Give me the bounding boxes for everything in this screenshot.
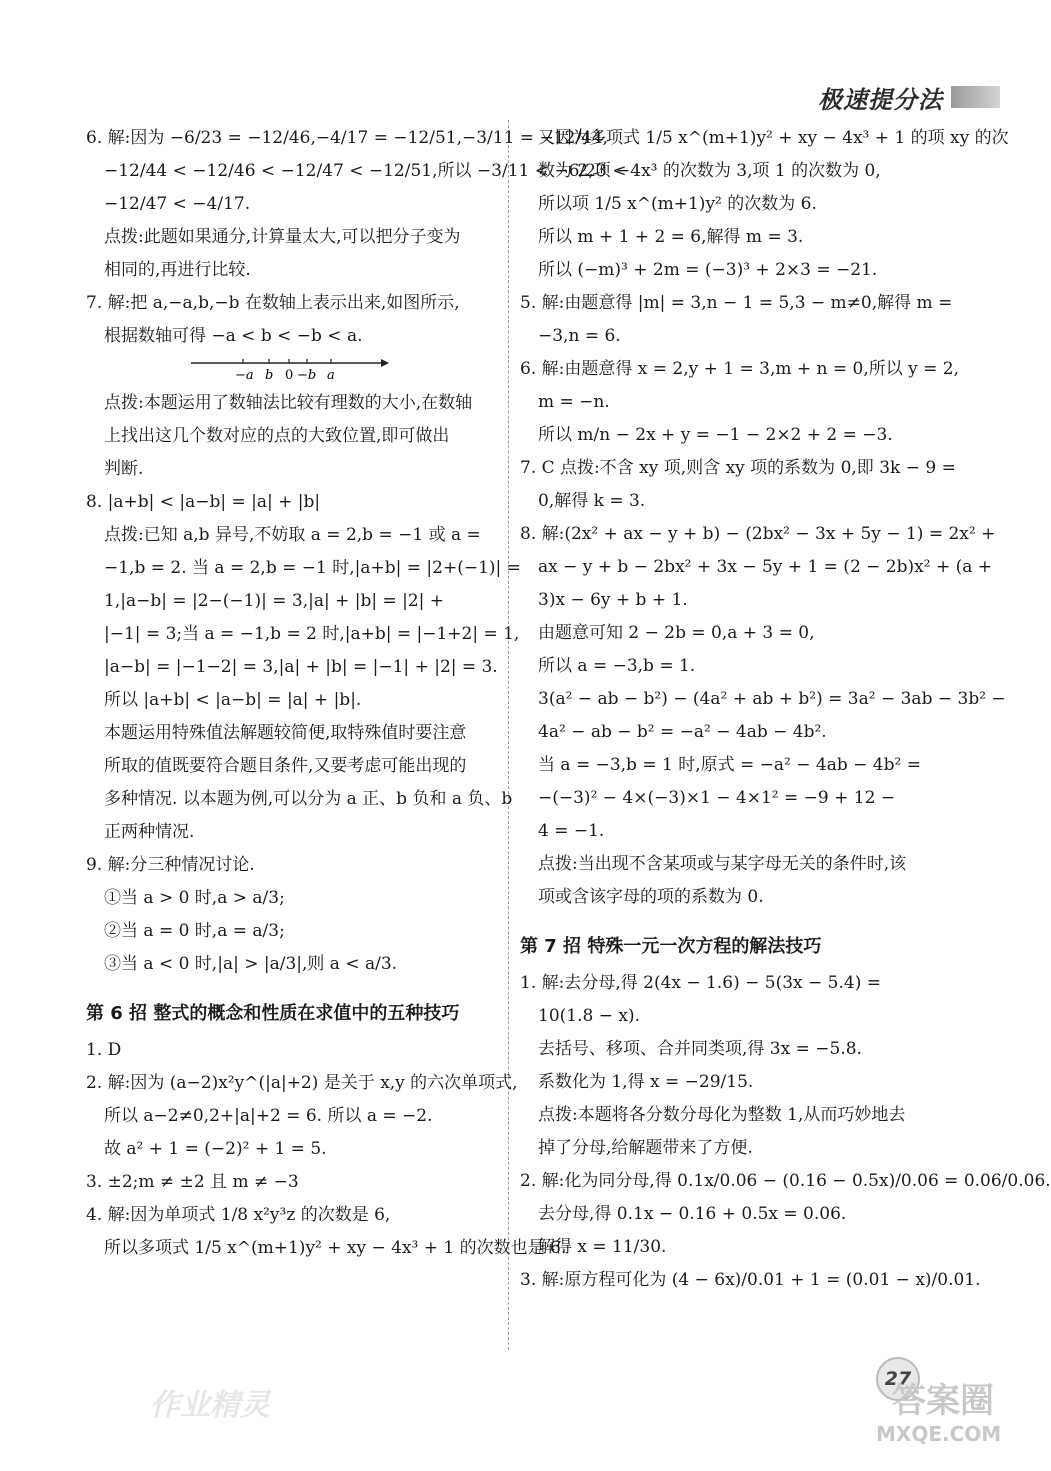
answer-3-line: 3. 解:原方程可化为 (4 − 6x)/0.01 + 1 = (0.01 − x)/0.01. [520,1270,981,1290]
answer-line: 故 a² + 1 = (−2)² + 1 = 5. [104,1139,327,1159]
answer-line: 所以 a = −3,b = 1. [538,656,696,676]
answer-line: −12/44 < −12/46 < −12/47 < −12/51,所以 −3/11 < −6/23 < [104,161,627,181]
column-divider [508,120,509,1350]
section-7-title: 第 7 招 特殊一元一次方程的解法技巧 [520,936,822,957]
answer-line: −(−3)² − 4×(−3)×1 − 4×1² = −9 + 12 − [538,788,896,808]
hint-line: 上找出这几个数对应的点的大致位置,即可做出 [104,426,450,446]
hint-line: 所以 |a+b| < |a−b| = |a| + |b|. [104,690,362,710]
faint-stamp: 作业精灵 [150,1388,270,1423]
answer-line: 所以项 1/5 x^(m+1)y² 的次数为 6. [538,194,817,214]
answer-8-line: 8. |a+b| < |a−b| = |a| + |b| [86,492,321,512]
numberline-label: −b [297,368,317,383]
answer-line: 又因为多项式 1/5 x^(m+1)y² + xy − 4x³ + 1 的项 xy 的次 [538,128,1009,148]
answer-line: 所以 (−m)³ + 2m = (−3)³ + 2×3 = −21. [538,260,878,280]
hint-line: 相同的,再进行比较. [104,260,251,280]
hint-line: 点拨:已知 a,b 异号,不妨取 a = 2,b = −1 或 a = [104,525,481,545]
right-column [520,122,1051,1297]
answer-6-line: 6. 解:由题意得 x = 2,y + 1 = 3,m + n = 0,所以 y = 2, [520,359,960,379]
hint-line: 多种情况. 以本题为例,可以分为 a 正、b 负和 a 负、b [104,789,513,809]
header-brand [810,80,1000,114]
answer-8-line: 8. 解:(2x² + ax − y + b) − (2bx² − 3x + 5y − 1) = 2x² + [520,524,996,544]
hint-line: |a−b| = |−1−2| = 3,|a| + |b| = |−1| + |2| = 3. [104,657,498,677]
watermark-main: 答案圈 [892,1381,994,1421]
hint-line: 点拨:本题运用了数轴法比较有理数的大小,在数轴 [104,393,473,413]
answer-line: −12/47 < −4/17. [104,194,251,214]
answer-line: 3)x − 6y + b + 1. [538,590,688,610]
answer-line: 当 a = −3,b = 1 时,原式 = −a² − 4ab − 4b² = [538,755,921,775]
answer-line: 所以 a−2≠0,2+|a|+2 = 6. 所以 a = −2. [104,1106,433,1126]
answer-line: 数为 2,项 −4x³ 的次数为 3,项 1 的次数为 0, [538,161,881,181]
answer-line: 4. 解:因为单项式 1/8 x²y³z 的次数是 6, [86,1205,391,1225]
answer-line: 所以 m + 1 + 2 = 6,解得 m = 3. [538,227,804,247]
answer-line: 4 = −1. [538,821,605,841]
answer-line: 2. 解:因为 (a−2)x²y^(|a|+2) 是关于 x,y 的六次单项式, [86,1073,518,1093]
answer-line: 所以 m/n − 2x + y = −1 − 2×2 + 2 = −3. [538,425,893,445]
hint-line: 正两种情况. [104,822,195,842]
hint-line: 点拨:本题将各分数分母化为整数 1,从而巧妙地去 [538,1105,906,1125]
numberline-label: 0 [285,368,294,383]
answer-line: 10(1.8 − x). [538,1006,640,1026]
answer-line: 所以多项式 1/5 x^(m+1)y² + xy − 4x³ + 1 的次数也是 6. [104,1238,567,1258]
brand-bar [951,86,1000,108]
answer-line: −3,n = 6. [538,326,621,346]
hint-line: −1,b = 2. 当 a = 2,b = −1 时,|a+b| = |2+(−1)| = [104,558,521,578]
case-line: ①当 a > 0 时,a > a/3; [104,888,285,908]
answer-line: 去括号、移项、合并同类项,得 3x = −5.8. [538,1039,862,1059]
answer-1-line: 1. 解:去分母,得 2(4x − 1.6) − 5(3x − 5.4) = [520,973,882,993]
answer-line: 3(a² − ab − b²) − (4a² + ab + b²) = 3a² − 3ab − 3b² − [538,689,1006,709]
answer-line: 0,解得 k = 3. [538,491,646,511]
answer-line: 去分母,得 0.1x − 0.16 + 0.5x = 0.06. [538,1204,847,1224]
case-line: ③当 a < 0 时,|a| > |a/3|,则 a < a/3. [104,954,398,974]
answer-line: m = −n. [538,392,610,412]
section-6-title: 第 6 招 整式的概念和性质在求值中的五种技巧 [86,1003,460,1024]
answer-line: ax − y + b − 2bx² + 3x − 5y + 1 = (2 − 2b)x² + (a + [538,557,993,577]
answer-7-line: 7. C 点拨:不含 xy 项,则含 xy 项的系数为 0,即 3k − 9 = [520,458,956,478]
answer-line: 系数化为 1,得 x = −29/15. [538,1072,754,1092]
number-line-svg [191,353,391,387]
answer-line: 3. ±2;m ≠ ±2 且 m ≠ −3 [86,1172,299,1192]
answer-7-line: 7. 解:把 a,−a,b,−b 在数轴上表示出来,如图所示, [86,293,460,313]
page-number: 27 [876,1357,920,1401]
hint-line: 掉了分母,给解题带来了方便. [538,1138,753,1158]
watermark [876,1380,1000,1460]
hint-line: 所取的值既要符合题目条件,又要考虑可能出现的 [104,756,467,776]
answer-5-line: 5. 解:由题意得 |m| = 3,n − 1 = 5,3 − m≠0,解得 m = [520,293,953,313]
numberline-label: a [327,368,335,383]
answer-line: 由题意可知 2 − 2b = 0,a + 3 = 0, [538,623,815,643]
numberline-label: b [265,368,274,383]
answer-line: 解得 x = 11/30. [538,1237,667,1257]
hint-line: 项或含该字母的项的系数为 0. [538,887,764,907]
answer-9-line: 9. 解:分三种情况讨论. [86,855,255,875]
brand-title: 极速提分法 [818,85,943,114]
case-line: ②当 a = 0 时,a = a/3; [104,921,285,941]
answer-line: 根据数轴可得 −a < b < −b < a. [104,326,363,346]
hint-line: 1,|a−b| = |2−(−1)| = 3,|a| + |b| = |2| + [104,591,445,611]
number-line-figure [86,353,486,387]
hint-line: |−1| = 3;当 a = −1,b = 2 时,|a+b| = |−1+2| = 1, [104,624,520,644]
numberline-label: −a [235,368,254,383]
hint-line: 本题运用特殊值法解题较简便,取特殊值时要注意 [104,723,467,743]
answer-6-line: 6. 解:因为 −6/23 = −12/46,−4/17 = −12/51,−3/11 = −12/44, [86,128,609,148]
answer-line: 4a² − ab − b² = −a² − 4ab − 4b². [538,722,827,742]
answer-2-line: 2. 解:化为同分母,得 0.1x/0.06 − (0.16 − 0.5x)/0.06 = 0.06/0.06. [520,1171,1051,1191]
hint-line: 点拨:此题如果通分,计算量太大,可以把分子变为 [104,227,461,247]
watermark-url: MXQE.COM [876,1422,1002,1446]
hint-line: 点拨:当出现不含某项或与某字母无关的条件时,该 [538,854,907,874]
hint-line: 判断. [104,459,144,479]
answer-line: 1. D [86,1040,122,1060]
